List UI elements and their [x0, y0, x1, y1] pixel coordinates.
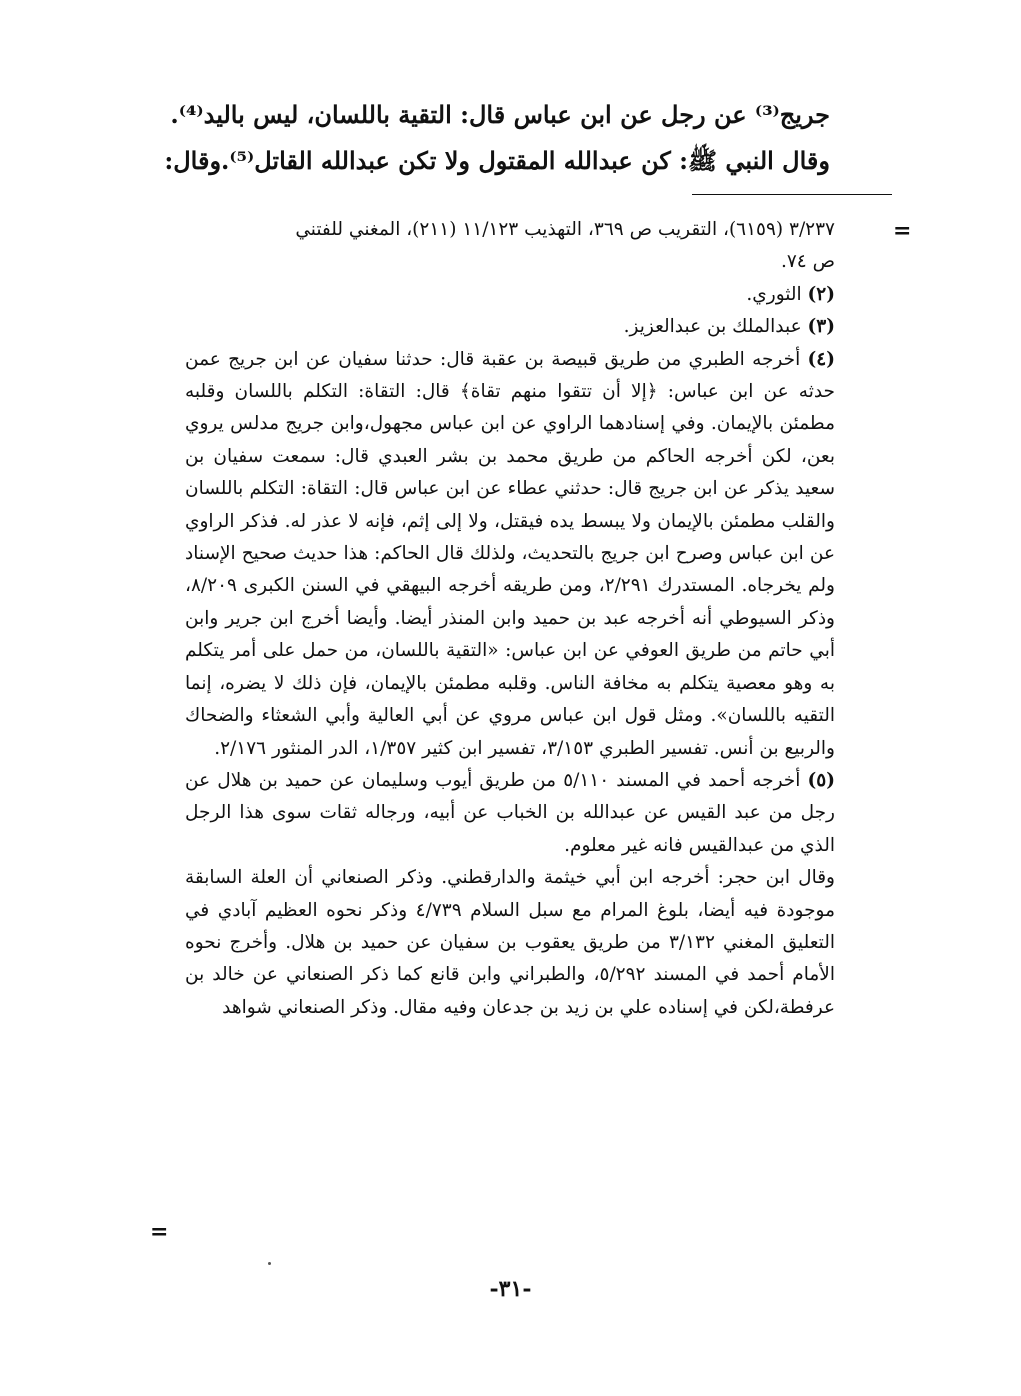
footnote-continued-line: ص ٧٤. [780, 251, 835, 273]
footnote-number: (٥) [807, 769, 835, 791]
footnote-5-continued: وقال ابن حجر: أخرجه ابن أبي خيثمة والدارقطني. وذكر الصنعاني أن العلة السابقة موجودة فيه أيضا، بلوغ المرام مع سبل السلام ٤/٧٣٩ وذكر نحوه العظيم آبادي في التعليق المغني ٣/١٣٢ من طريق يعقوب بن سفيان عن حميد بن هلال. وأخرج نحوه الأمام أحمد في المسند ٥/٢٩٢، والطبراني وابن قانع كما ذكر الصنعاني عن خالد بن عرفطة،لكن في إسناده علي بن زيد بن جدعان وفيه مقال. وذكر الصنعاني شواهد [185, 867, 836, 1018]
main-text-line: وقال النبي ﷺ: كن عبدالله المقتول ولا تكن عبدالله القاتل⁽⁵⁾.وقال: [164, 146, 830, 175]
footnote-number: (٤) [807, 348, 835, 370]
footnote-5 [185, 765, 835, 862]
footnote-number: (٢) [807, 283, 835, 305]
page-number: -٣١- [489, 1276, 532, 1302]
footnotes [185, 214, 835, 1024]
continuation-mark: = [150, 1219, 169, 1245]
ink-speck [268, 1262, 271, 1265]
footnote-separator [692, 194, 892, 195]
footnote-text: أخرجه أحمد في المسند ٥/١١٠ من طريق أيوب وسليمان عن حميد بن هلال عن رجل من عبد القيس عن عبدالله بن الخباب عن أبيه، ورجاله ثقات سوى هذا الرجل الذي من عبدالقيس فانه غير معلوم. [185, 769, 835, 856]
footnote-4 [185, 344, 835, 765]
footnote-text: عبدالملك بن عبدالعزيز. [623, 316, 802, 338]
main-text-line: جريج⁽³⁾ عن رجل عن ابن عباس قال: التقية باللسان، ليس باليد⁽⁴⁾. [170, 100, 830, 129]
footnote-3 [185, 311, 835, 343]
footnote-2 [185, 279, 835, 311]
continuation-mark: = [893, 218, 912, 244]
main-text [150, 92, 830, 184]
footnote-text: أخرجه الطبري من طريق قبيصة بن عقبة قال: حدثنا سفيان عن ابن جريج عمن حدثه عن ابن عباس: ﴿إلا أن تتقوا منهم تقاة﴾ قال: التقاة: التكلم باللسان وقلبه مطمئن بالإيمان. وفي إسنادهما الراوي عن ابن عباس مجهول،وابن جريج مدلس يروي بعن، لكن أخرجه الحاكم من طريق محمد بن بشر العبدي قال: سمعت سفيان بن سعيد يذكر عن ابن جريج قال: حدثني عطاء عن ابن عباس قال: التقاة: التكلم باللسان والقلب مطمئن بالإيمان ولا يبسط يده فيقتل، ولا إلى إثم، فإنه لا عذر له. فذكر الراوي عن ابن عباس وصرح ابن جريج بالتحديث، ولذلك قال الحاكم: هذا حديث صحيح الإسناد ولم يخرجاه. المستدرك ٢/٢٩١، ومن طريقه أخرجه البيهقي في السنن الكبرى ٨/٢٠٩، وذكر السيوطي أنه أخرجه عبد بن حميد وابن المنذر أيضا. وأيضا أخرج ابن جرير وابن أبي حاتم من طريق العوفي عن ابن عباس: «التقية باللسان، من حمل على أمر يتكلم به وهو معصية يتكلم به مخافة الناس. وقلبه مطمئن بالإيمان، فإن ذلك لا يضره، إنما التقيه باللسان». ومثل قول ابن عباس مروي عن أبي العالية وأبي الشعثاء والضحاك والربيع بن أنس. تفسير الطبري ٣/١٥٣، تفسير ابن كثير ١/٣٥٧، الدر المنثور ٢/١٧٦. [185, 348, 835, 759]
footnote-text: الثوري. [746, 283, 802, 305]
footnote-number: (٣) [807, 316, 835, 338]
footnote-continued-line: ٣/٢٣٧ (٦١٥٩)، التقريب ص ٣٦٩، التهذيب ١١/١٢٣ (٢١١)، المغني للفتني [295, 219, 835, 240]
